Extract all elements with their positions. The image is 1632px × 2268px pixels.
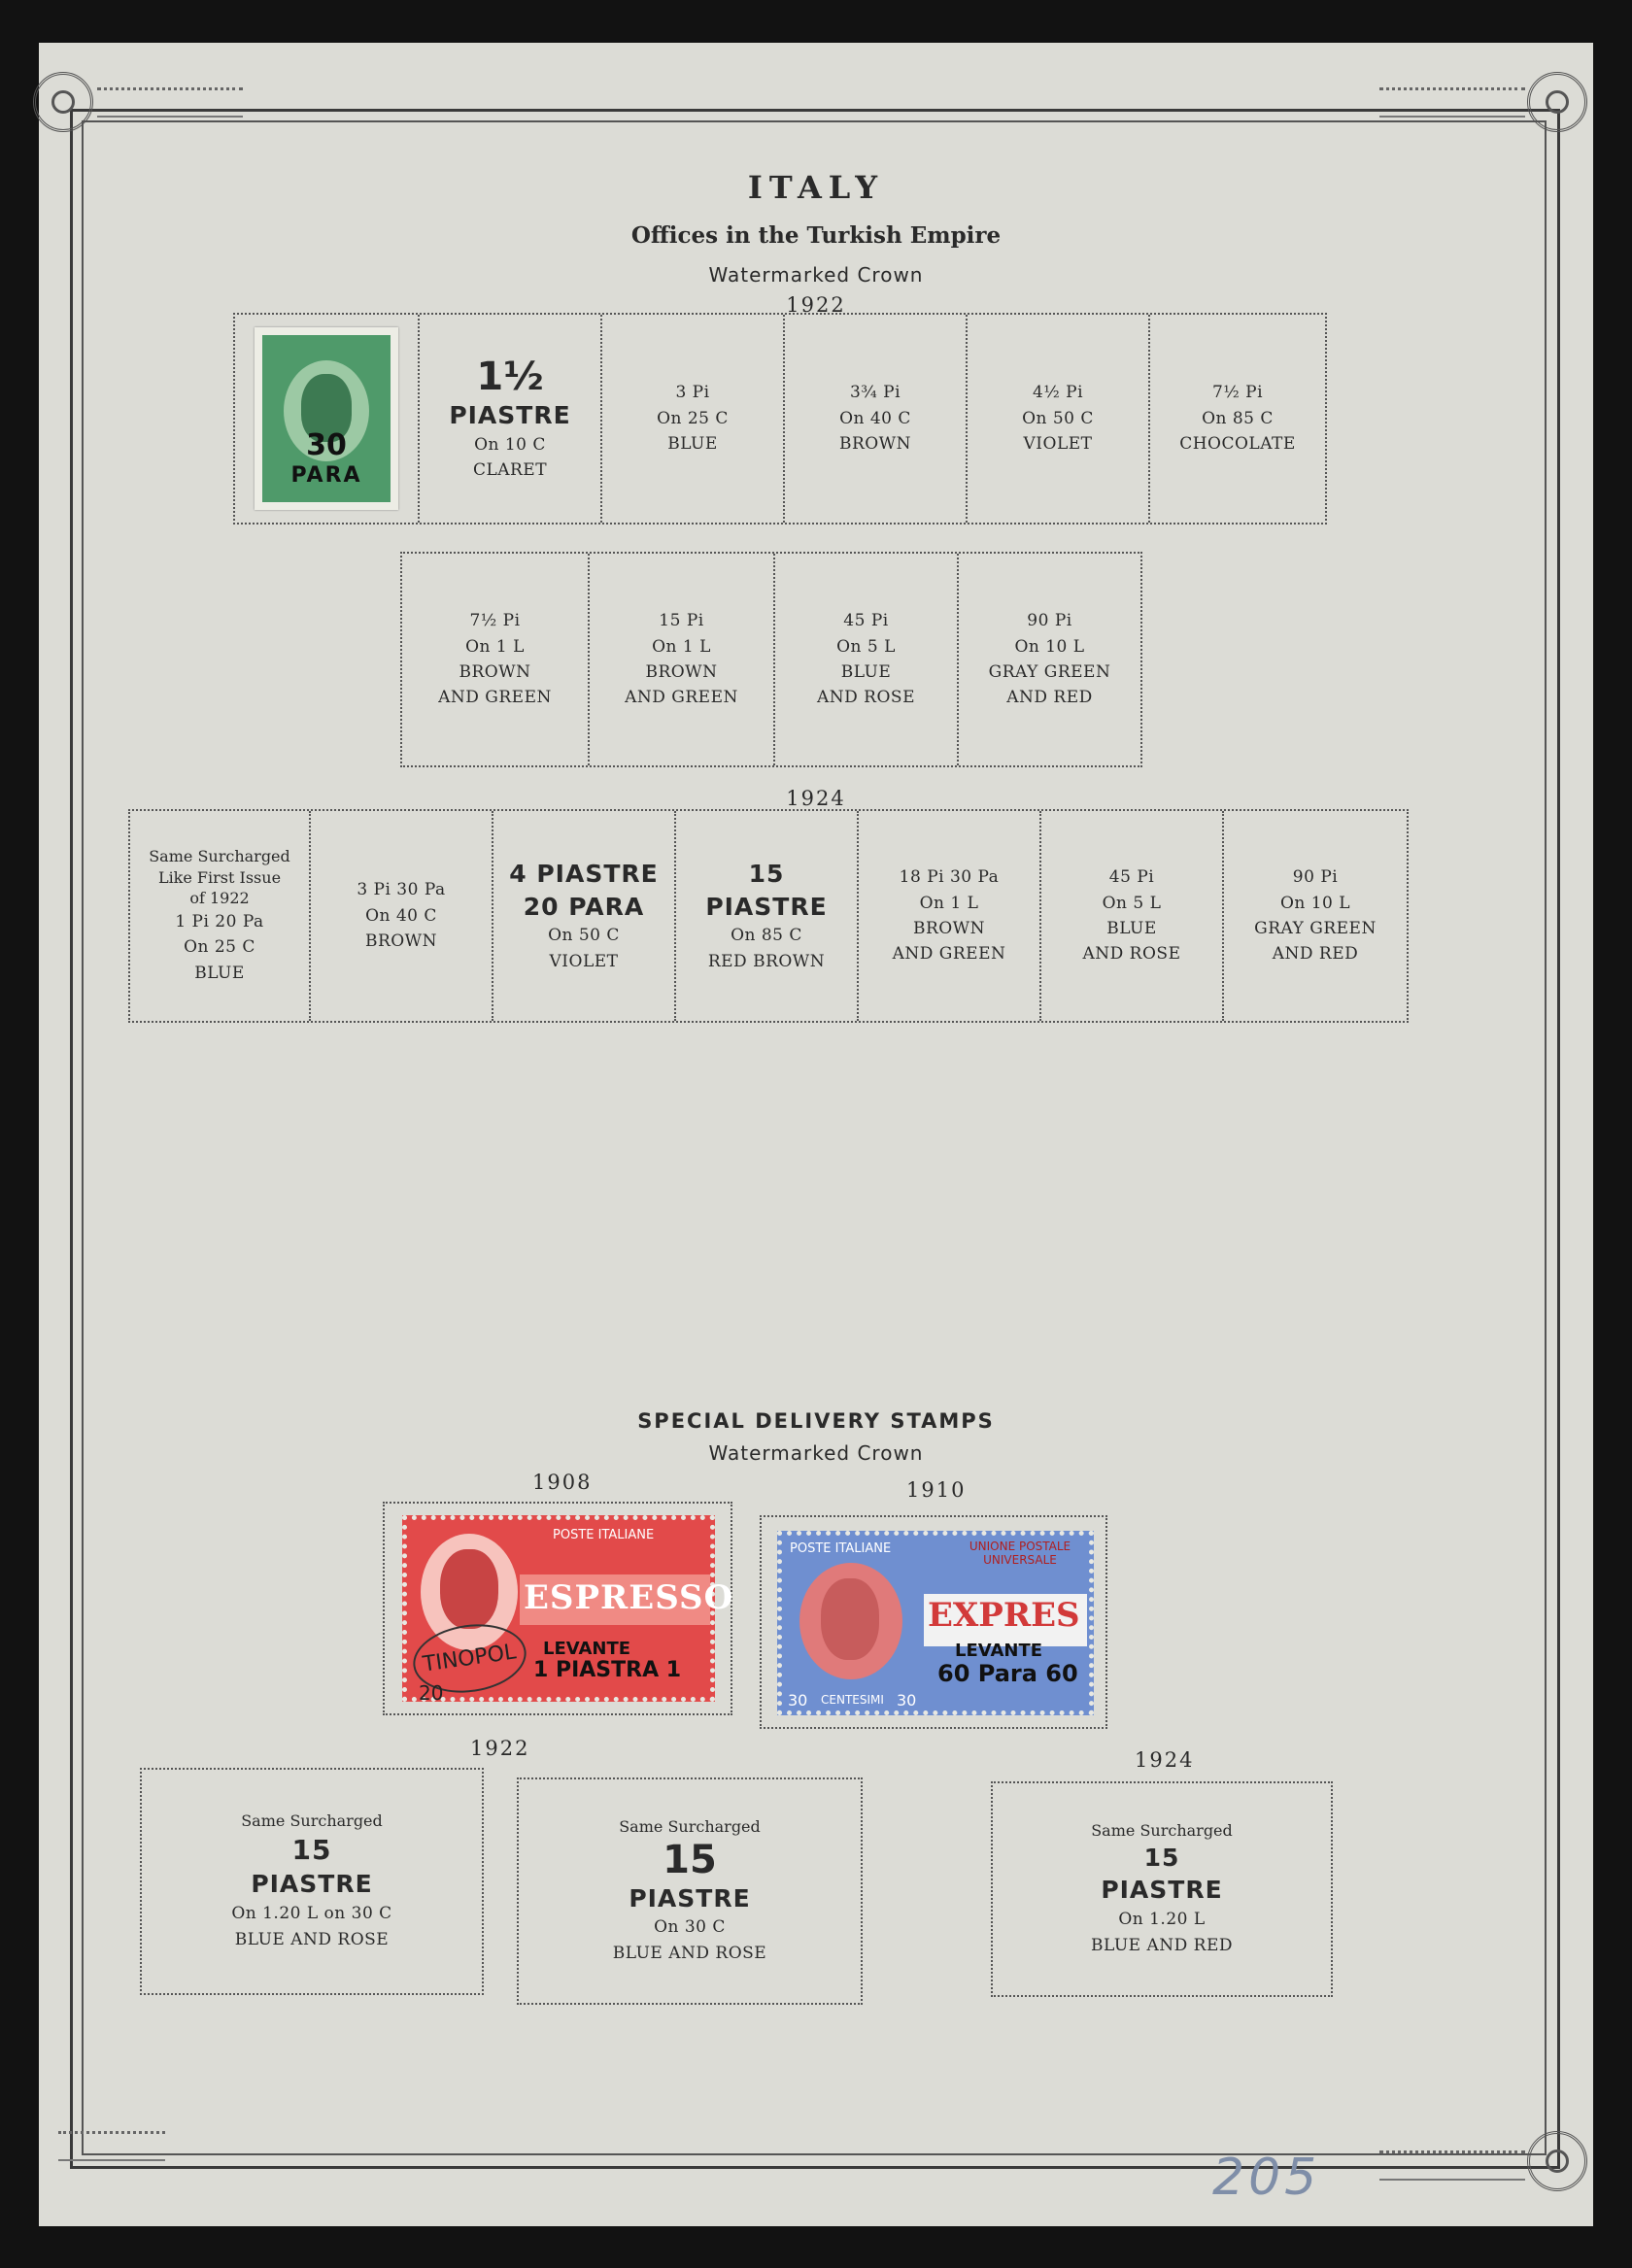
stamp-space (235, 315, 418, 523)
color-text: VIOLET (1023, 434, 1093, 455)
description-text: Same Surcharged (241, 1811, 383, 1831)
stamp-space-1908 (383, 1502, 732, 1715)
color-text: AND GREEN (625, 688, 738, 708)
scroll-ornament-icon (58, 2131, 165, 2161)
description-text: On 50 C (1022, 408, 1094, 428)
cancellation-mark: TINOPOL (409, 1617, 530, 1700)
color-text: CLARET (472, 459, 548, 480)
value-label: 90 Pi (1027, 611, 1072, 631)
value-label: 15 (291, 1833, 332, 1866)
description-text: On 1 L (465, 636, 525, 657)
stamp-inscription: 30 (788, 1691, 808, 1709)
stamp-inscription: ESPRESSO (524, 1578, 734, 1617)
color-text: GRAY GREEN (1254, 919, 1377, 938)
stamp-inscription: EXPRES (928, 1596, 1080, 1635)
year-heading: 1922 (470, 1737, 530, 1760)
value-label: 15 (748, 859, 785, 888)
page-number: 205 (1212, 2149, 1321, 2207)
stamp-space (588, 554, 773, 765)
value-label: 3¾ Pi (849, 383, 901, 403)
color-text: GRAY GREEN (988, 662, 1111, 682)
color-text: BLUE AND RED (1090, 1935, 1234, 1955)
overprint-text: 1 PIASTRA 1 (533, 1658, 682, 1682)
stamp-space-1910 (760, 1515, 1107, 1729)
stamp-space (966, 315, 1148, 523)
album-page (39, 43, 1593, 2226)
description-text: On 1.20 L on 30 C (231, 1904, 392, 1924)
stamp-espresso-1908 (402, 1515, 734, 1705)
stamp-space (517, 1777, 863, 2005)
year-heading: 1924 (786, 787, 846, 810)
corner-ornament-icon (1527, 2131, 1587, 2191)
stamp-italy-30-para (255, 327, 398, 510)
stamp-space (1039, 811, 1222, 1021)
color-text: RED BROWN (707, 951, 826, 971)
color-text: AND ROSE (817, 688, 915, 708)
value-label: PIASTRE (705, 892, 828, 921)
description-text: Like First Issue (157, 867, 282, 887)
stamp-row-1922-a (233, 313, 1327, 525)
color-text: BLUE (194, 963, 245, 983)
color-text: AND ROSE (1082, 944, 1181, 965)
stamp-space (857, 811, 1039, 1021)
description-text: of 1922 (189, 889, 250, 908)
year-heading: 1922 (786, 293, 846, 317)
color-text: BLUE (840, 662, 892, 682)
description-text: On 10 L (1279, 893, 1351, 913)
overprint-value: 30 (306, 428, 347, 462)
stamp-space (674, 811, 857, 1021)
stamp-inscription: POSTE ITALIANE (553, 1528, 655, 1542)
color-text: AND RED (1006, 688, 1093, 708)
scroll-ornament-icon (1379, 2150, 1525, 2181)
value-label: 45 Pi (1108, 867, 1155, 888)
stamp-space (1148, 315, 1325, 523)
value-label: 1 Pi 20 Pa (175, 911, 264, 931)
color-text: BLUE AND ROSE (612, 1943, 767, 1963)
description-text: Same Surcharged (619, 1816, 761, 1836)
value-label: 45 Pi (843, 611, 889, 631)
stamp-row-1924 (128, 809, 1409, 1023)
stamp-inscription: POSTE ITALIANE (790, 1541, 892, 1556)
scroll-ornament-icon (97, 87, 243, 118)
watermark-note: Watermarked Crown (708, 1441, 924, 1465)
description-text: On 40 C (365, 905, 437, 926)
year-heading: 1924 (1135, 1748, 1195, 1772)
overprint-text: 60 Para 60 (937, 1660, 1078, 1687)
value-label: 15 (663, 1837, 717, 1882)
stamp-inscription: 30 (897, 1691, 917, 1709)
value-label: 4½ Pi (1032, 383, 1084, 403)
description-text: On 1 L (919, 893, 979, 913)
stamp-inscription: UNIONE POSTALE UNIVERSALE (969, 1540, 1071, 1568)
description-text: On 1.20 L (1118, 1910, 1206, 1930)
overprint-text: LEVANTE (955, 1641, 1043, 1661)
color-text: AND GREEN (892, 944, 1006, 965)
value-label: PIASTRE (251, 1870, 373, 1899)
stamp-space (130, 811, 309, 1021)
description-text: On 30 C (654, 1917, 726, 1938)
description-text: On 10 L (1014, 636, 1085, 657)
value-label: PIASTRE (629, 1883, 751, 1913)
overprint-unit: PARA (290, 463, 362, 488)
color-text: BLUE AND ROSE (234, 1929, 390, 1949)
stamp-space (492, 811, 674, 1021)
description-text: Same Surcharged (149, 847, 290, 866)
year-heading: 1908 (532, 1471, 593, 1494)
color-text: BROWN (459, 662, 531, 682)
stamp-space (600, 315, 783, 523)
description-text: On 5 L (836, 636, 896, 657)
corner-ornament-icon (1527, 72, 1587, 132)
stamp-row-1922-b (400, 552, 1142, 767)
description-text: On 85 C (1202, 408, 1274, 428)
value-label: 4 PIASTRE (509, 859, 659, 888)
value-label: 3 Pi (675, 383, 710, 403)
description-text: On 40 C (839, 408, 911, 428)
color-text: BROWN (645, 662, 718, 682)
description-text: On 50 C (548, 926, 620, 946)
description-text: On 5 L (1102, 893, 1162, 913)
description-text: On 25 C (184, 937, 255, 958)
value-label: 3 Pi 30 Pa (357, 880, 446, 900)
color-text: BLUE (1106, 919, 1157, 938)
description-text: On 1 L (652, 636, 711, 657)
color-text: VIOLET (549, 951, 619, 971)
stamp-space (309, 811, 492, 1021)
color-text: AND RED (1272, 944, 1359, 965)
stamp-space (140, 1768, 484, 1995)
value-label: 20 PARA (523, 892, 645, 921)
stamp-expres-1910 (777, 1531, 1094, 1715)
watermark-note: Watermarked Crown (708, 263, 924, 287)
value-label: 7½ Pi (1211, 383, 1264, 403)
stamp-space (402, 554, 588, 765)
page-subtitle: Offices in the Turkish Empire (630, 222, 1002, 249)
color-text: CHOCOLATE (1179, 434, 1296, 455)
value-label: 15 Pi (659, 611, 704, 631)
value-label: 90 Pi (1292, 867, 1339, 888)
description-text: Same Surcharged (1091, 1821, 1233, 1841)
color-text: BROWN (912, 919, 986, 938)
stamp-inscription: CENTESIMI (821, 1693, 884, 1707)
value-label: 1½ (476, 354, 544, 399)
value-label: 7½ Pi (469, 611, 521, 631)
value-label: PIASTRE (1101, 1876, 1223, 1905)
stamp-space (991, 1781, 1333, 1997)
overprint-text: LEVANTE (543, 1639, 631, 1659)
value-label: 15 (1143, 1843, 1180, 1872)
stamp-space (773, 554, 957, 765)
cancellation-mark: 20 (419, 1681, 444, 1705)
section-title: SPECIAL DELIVERY STAMPS (637, 1409, 995, 1433)
scroll-ornament-icon (1379, 87, 1525, 118)
color-text: AND GREEN (438, 688, 552, 708)
description-text: On 25 C (657, 408, 729, 428)
corner-ornament-icon (33, 72, 93, 132)
stamp-space (957, 554, 1140, 765)
stamp-space (418, 315, 600, 523)
color-text: BROWN (838, 434, 912, 455)
description-text: On 10 C (474, 434, 546, 455)
stamp-space (1222, 811, 1407, 1021)
year-heading: 1910 (906, 1478, 967, 1502)
color-text: BROWN (364, 931, 438, 952)
color-text: BLUE (667, 434, 718, 455)
value-label: PIASTRE (449, 400, 571, 429)
page-title: ITALY (747, 169, 885, 206)
stamp-space (783, 315, 966, 523)
value-label: 18 Pi 30 Pa (899, 867, 1000, 888)
description-text: On 85 C (731, 926, 802, 946)
